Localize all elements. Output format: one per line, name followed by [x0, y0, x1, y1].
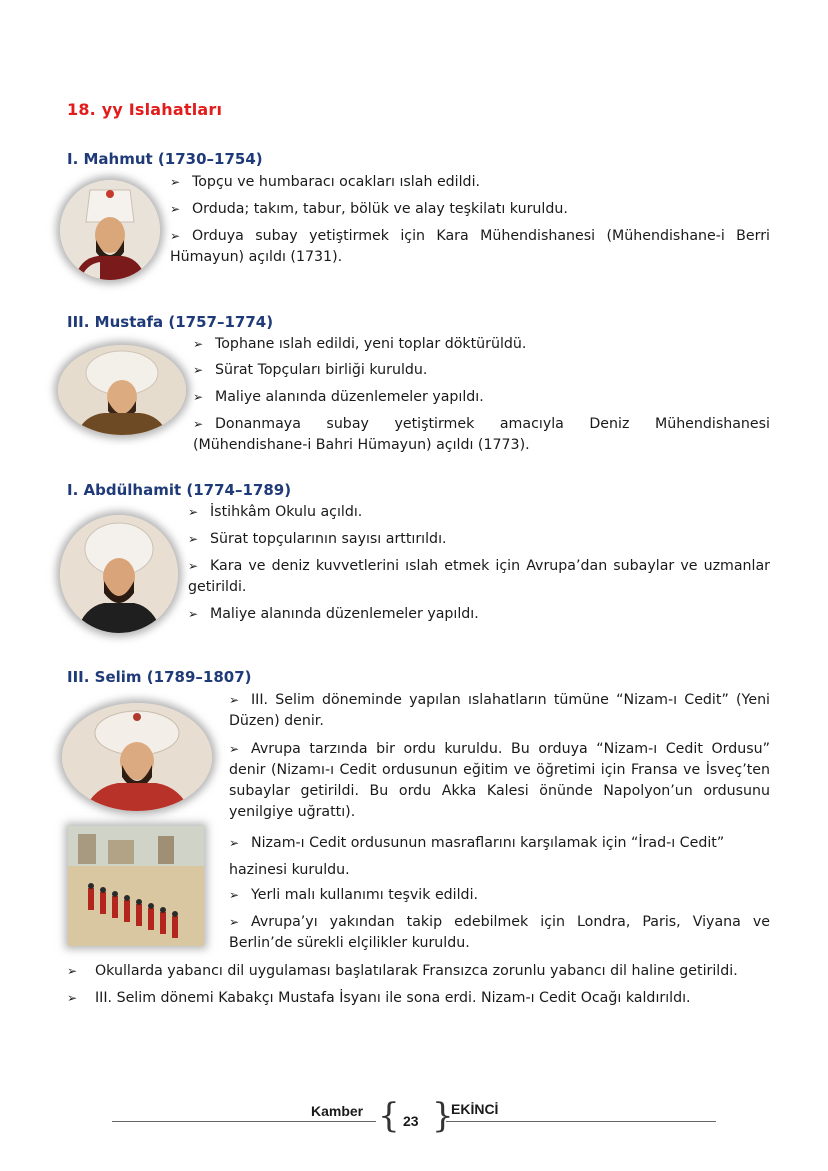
- footer-author-first: Kamber: [311, 1103, 364, 1119]
- sultan-portrait-icon: [60, 180, 160, 280]
- portrait-abdulhamit: [60, 515, 178, 633]
- list-item: ➢ Kara ve deniz kuvvetlerini ıslah etmek için Avrupa’dan subaylar ve uzmanlar getirildi.: [188, 558, 770, 595]
- bullet-arrow-icon: ➢: [170, 229, 181, 243]
- page-number: 23: [403, 1113, 419, 1129]
- list-item: ➢ Sürat Topçuları birliği kuruldu.: [193, 360, 427, 381]
- left-brace-icon: {: [378, 1096, 400, 1136]
- right-brace-icon: }: [432, 1096, 454, 1136]
- bullet-arrow-icon: ➢: [170, 175, 181, 189]
- list-item: ➢ Avrupa’yı yakından takip edebilmek için Londra, Paris, Viyana ve Berlin’de sürekli elçilikler kuruldu.: [229, 914, 770, 951]
- list-item: ➢ Avrupa tarzında bir ordu kuruldu. Bu orduya “Nizam-ı Cedit Ordusu” denir (Nizamı-ı Cedit ordusunun eğitim ve öğretimi için Fransa ve İsveç’ten subaylar getirildi. Bu ordu Akka Kalesi önünde Napolyon’un ordusunu yenilgiye uğrattı).: [229, 741, 770, 820]
- list-item: ➢ Yerli malı kullanımı teşvik edildi.: [229, 885, 478, 906]
- bullet-arrow-icon: ➢: [193, 390, 204, 404]
- bullet-arrow-icon: ➢: [229, 742, 240, 756]
- ruler-heading-mahmut: I. Mahmut (1730–1754): [67, 150, 263, 168]
- bullet-arrow-icon: ➢: [193, 363, 204, 377]
- portrait-mahmut: [60, 180, 160, 280]
- list-item: ➢ III. Selim döneminde yapılan ıslahatların tümüne “Nizam-ı Cedit” (Yeni Düzen) denir.: [229, 692, 770, 729]
- portrait-mustafa: [58, 345, 186, 435]
- page-title: 18. yy Islahatları: [67, 100, 223, 119]
- footer-author-last: EKİNCİ: [451, 1101, 499, 1117]
- portrait-selim: [62, 703, 212, 811]
- bullet-arrow-icon: ➢: [229, 836, 240, 850]
- list-item: ➢ Okullarda yabancı dil uygulaması başlatılarak Fransızca zorunlu yabancı dil haline getirildi.: [67, 961, 738, 982]
- bullet-arrow-icon: ➢: [170, 202, 181, 216]
- bullet-arrow-icon: ➢: [188, 559, 199, 573]
- bullet-arrow-icon: ➢: [67, 964, 78, 978]
- sultan-portrait-icon: [58, 345, 186, 435]
- list-item: ➢ Maliye alanında düzenlemeler yapıldı.: [188, 604, 479, 625]
- bullet-arrow-icon: ➢: [229, 888, 240, 902]
- bullet-arrow-icon: ➢: [188, 505, 199, 519]
- ruler-heading-mustafa: III. Mustafa (1757–1774): [67, 313, 274, 331]
- bullet-arrow-icon: ➢: [188, 607, 199, 621]
- list-item: ➢ Nizam-ı Cedit ordusunun masraflarını karşılamak için “İrad-ı Cedit” hazinesi kuruldu.: [229, 830, 770, 884]
- list-item: ➢ Tophane ıslah edildi, yeni toplar döktürüldü.: [193, 334, 526, 355]
- sultan-portrait-icon: [60, 515, 178, 633]
- ruler-heading-selim: III. Selim (1789–1807): [67, 668, 252, 686]
- list-item: ➢ Orduya subay yetiştirmek için Kara Mühendishanesi (Mühendishane-i Berri Hümayun) açıldı (1731).: [170, 228, 770, 265]
- army-painting-icon: [68, 826, 204, 946]
- footer-rule-right: [446, 1121, 716, 1122]
- footer-rule-left: [112, 1121, 376, 1122]
- bullet-arrow-icon: ➢: [193, 337, 204, 351]
- list-item: ➢ Orduda; takım, tabur, bölük ve alay teşkilatı kuruldu.: [170, 199, 568, 220]
- list-item: ➢ Topçu ve humbaracı ocakları ıslah edildi.: [170, 172, 480, 193]
- nizam-i-cedit-army-painting: [68, 826, 204, 946]
- list-item: ➢ Maliye alanında düzenlemeler yapıldı.: [193, 387, 484, 408]
- list-item: ➢ Sürat topçularının sayısı arttırıldı.: [188, 529, 447, 550]
- bullet-arrow-icon: ➢: [193, 417, 204, 431]
- list-item: ➢ İstihkâm Okulu açıldı.: [188, 502, 362, 523]
- list-item: ➢ III. Selim dönemi Kabakçı Mustafa İsyanı ile sona erdi. Nizam-ı Cedit Ocağı kaldırıldı.: [67, 988, 691, 1009]
- sultan-portrait-icon: [62, 703, 212, 811]
- bullet-arrow-icon: ➢: [67, 991, 78, 1005]
- bullet-arrow-icon: ➢: [229, 915, 240, 929]
- bullet-arrow-icon: ➢: [229, 693, 240, 707]
- list-item: ➢ Donanmaya subay yetiştirmek amacıyla Deniz Mühendishanesi (Mühendishane-i Bahri Hümayun) açıldı (1773).: [193, 416, 770, 453]
- bullet-arrow-icon: ➢: [188, 532, 199, 546]
- ruler-heading-abdulhamit: I. Abdülhamit (1774–1789): [67, 481, 292, 499]
